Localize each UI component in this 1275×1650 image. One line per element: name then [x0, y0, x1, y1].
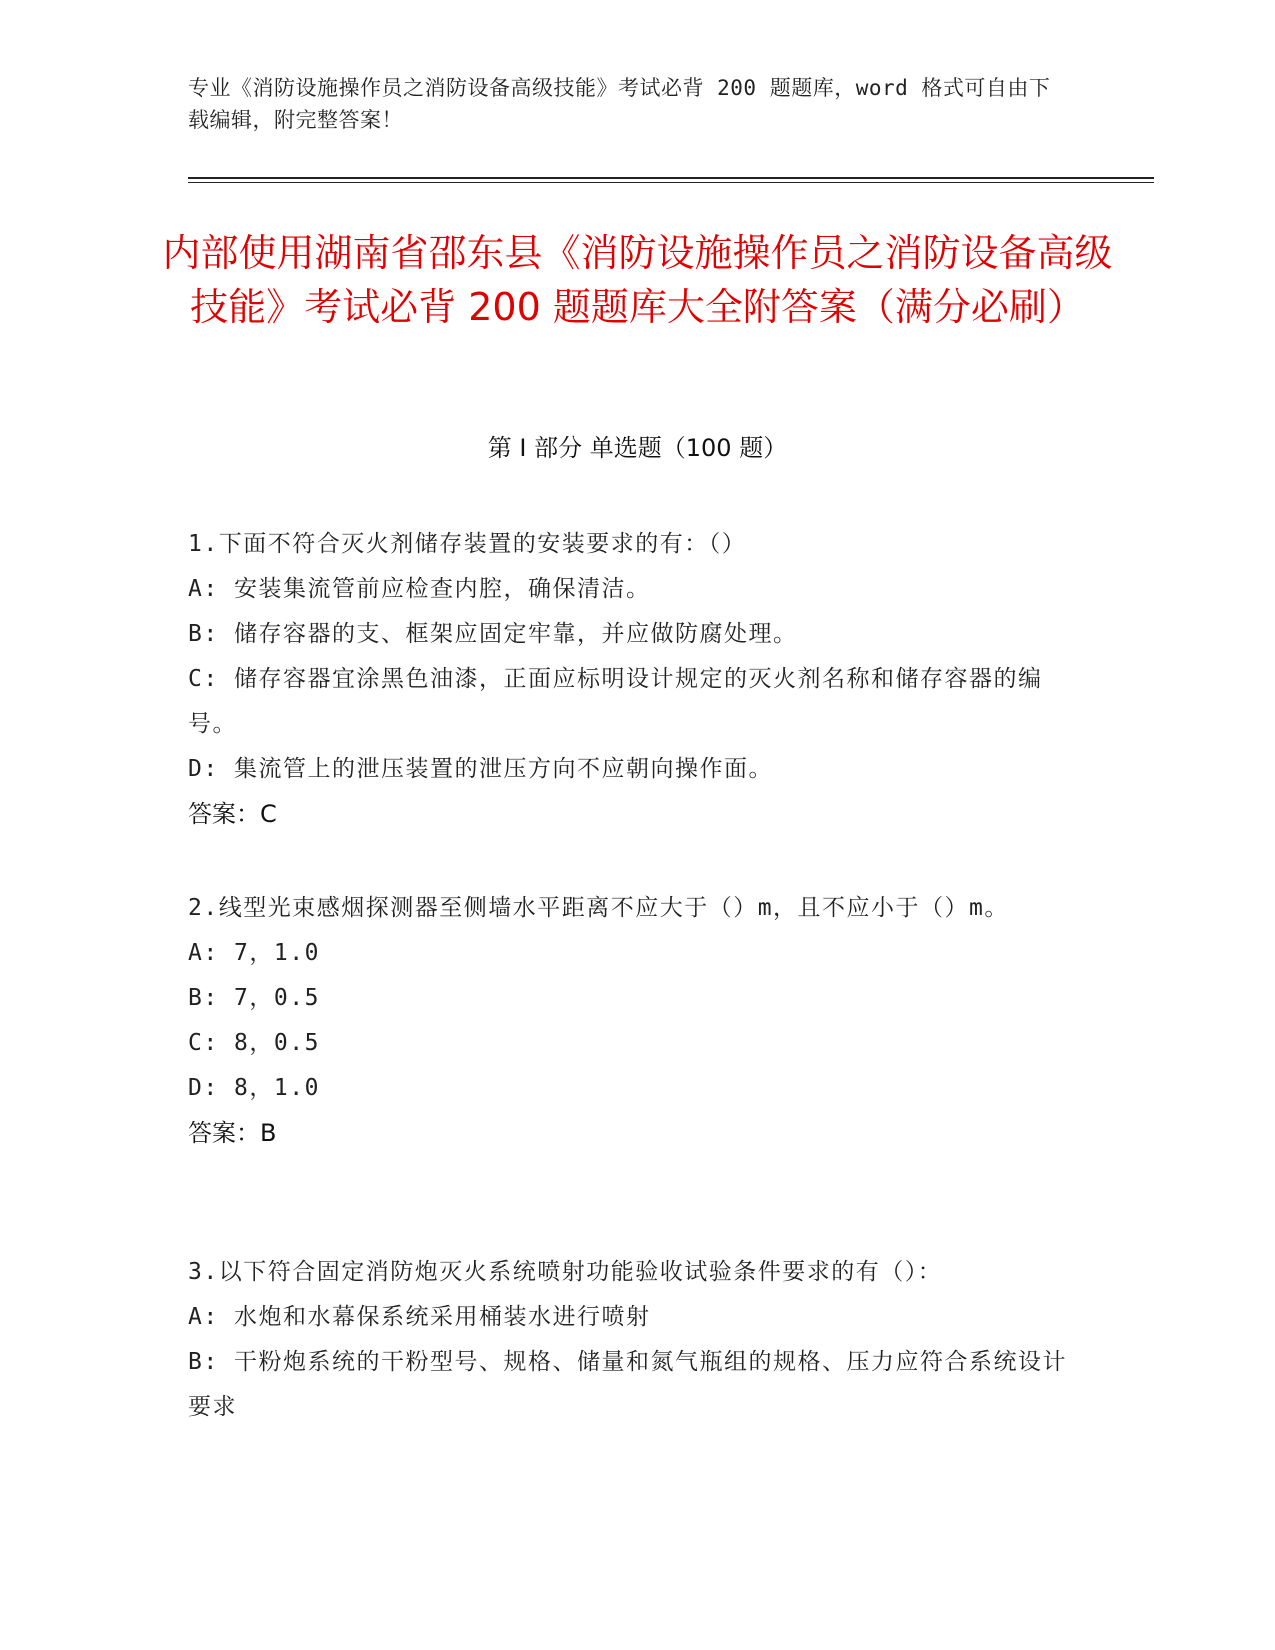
section-heading: 第 I 部分 单选题（100 题） [487, 434, 788, 462]
question-1 [188, 522, 1073, 837]
header-note: 专业《消防设施操作员之消防设备高级技能》考试必背 200 题题库，word 格式可自由下载编辑，附完整答案！ [188, 76, 1051, 132]
document-title: 内部使用湖南省邵东县《消防设施操作员之消防设备高级技能》考试必背 200 题题库大全附答案（满分必刷） [162, 231, 1113, 329]
option-a: A: 7，1.0 [188, 940, 320, 966]
option-b: B: 储存容器的支、框架应固定牢靠，并应做防腐处理。 [188, 621, 798, 647]
answer: 答案：C [188, 800, 277, 828]
option-a: A: 安装集流管前应检查内腔，确保清洁。 [188, 576, 651, 602]
header-divider-thick [188, 177, 1154, 179]
option-c: C: 储存容器宜涂黑色油漆，正面应标明设计规定的灭火剂名称和储存容器的编号。 [188, 666, 1043, 737]
question-2 [188, 886, 1073, 1156]
option-b: B: 7，0.5 [188, 985, 320, 1011]
option-c: C: 8，0.5 [188, 1030, 320, 1056]
question-stem: 1.下面不符合灭火剂储存装置的安装要求的有：（） [188, 531, 747, 557]
answer: 答案：B [188, 1119, 277, 1147]
option-a: A: 水炮和水幕保系统采用桶装水进行喷射 [188, 1304, 651, 1330]
option-d: D: 集流管上的泄压装置的泄压方向不应朝向操作面。 [188, 756, 774, 782]
option-b: B: 干粉炮系统的干粉型号、规格、储量和氮气瓶组的规格、压力应符合系统设计要求 [188, 1349, 1068, 1420]
option-d: D: 8，1.0 [188, 1075, 320, 1101]
question-stem: 3.以下符合固定消防炮灭火系统喷射功能验收试验条件要求的有（）： [188, 1259, 943, 1285]
question-stem: 2.线型光束感烟探测器至侧墙水平距离不应大于（）m，且不应小于（）m。 [188, 895, 1009, 921]
question-3 [188, 1250, 1073, 1430]
header-divider-thin [188, 182, 1154, 183]
